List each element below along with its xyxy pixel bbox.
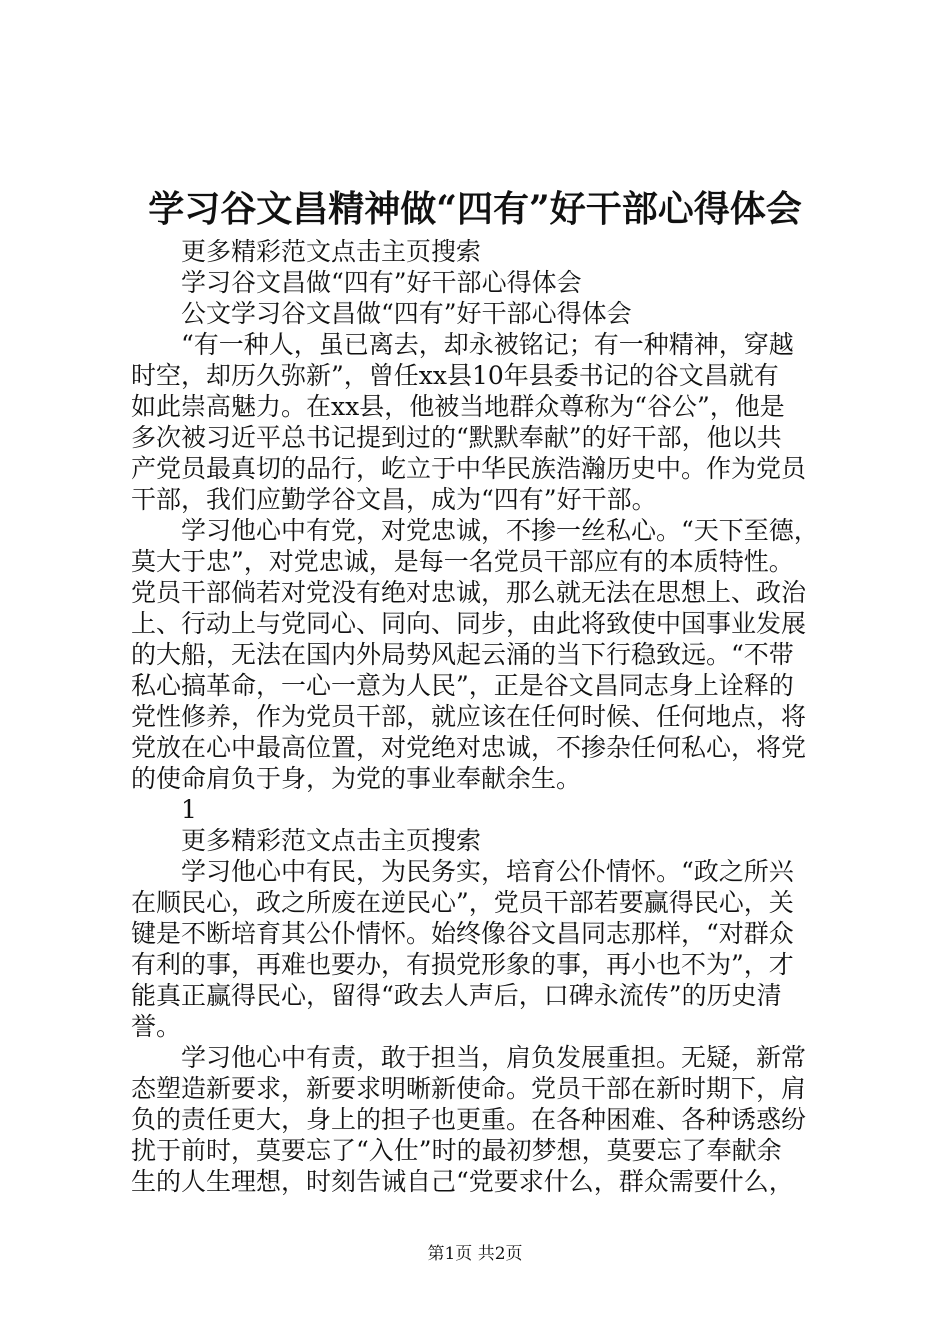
paragraph-line: 负的责任更大，身上的担子也更重。在各种困难、各种诱惑纷 xyxy=(131,1105,807,1134)
intro-line: 更多精彩范文点击主页搜索 xyxy=(181,237,482,266)
paragraph-line: 党放在心中最高位置，对党绝对忠诚，不掺杂任何私心，将党 xyxy=(131,733,807,762)
paragraph-line: 干部，我们应勤学谷文昌，成为“四有”好干部。 xyxy=(131,485,657,514)
paragraph-line: 生的人生理想，时刻告诫自己“党要求什么，群众需要什么， xyxy=(131,1167,794,1196)
paragraph-line: 如此崇高魅力。在xx县，他被当地群众尊称为“谷公”，他是 xyxy=(131,392,785,421)
paragraph-line: “有一种人，虽已离去，却永被铭记；有一种精神，穿越 xyxy=(181,330,794,359)
page-footer: 第1页 共2页 xyxy=(427,1244,523,1264)
intro-line: 学习谷文昌做“四有”好干部心得体会 xyxy=(181,268,582,297)
paragraph-line: 的使命肩负于身，为党的事业奉献余生。 xyxy=(131,764,582,793)
document-title: 学习谷文昌精神做“四有”好干部心得体会 xyxy=(148,188,802,230)
paragraph-line: 上、行动上与党同心、同向、同步，由此将致使中国事业发展 xyxy=(131,609,807,638)
paragraph-line: 扰于前时，莫要忘了“入仕”时的最初梦想，莫要忘了奉献余 xyxy=(131,1136,782,1165)
paragraph-line: 誉。 xyxy=(131,1012,182,1041)
paragraph-line: 私心搞革命，一心一意为人民”，正是谷文昌同志身上诠释的 xyxy=(131,671,794,700)
paragraph-line: 莫大于忠”，对党忠诚，是每一名党员干部应有的本质特性。 xyxy=(131,547,794,576)
paragraph-line: 能真正赢得民心，留得“政去人声后，口碑永流传”的历史清 xyxy=(131,981,782,1010)
paragraph-line: 键是不断培育其公仆情怀。始终像谷文昌同志那样，“对群众 xyxy=(131,919,794,948)
paragraph xyxy=(131,856,831,1042)
page-marker: 1 xyxy=(181,795,197,824)
intro-line: 公文学习谷文昌做“四有”好干部心得体会 xyxy=(181,299,632,328)
paragraph-line: 态塑造新要求，新要求明晰新使命。党员干部在新时期下，肩 xyxy=(131,1074,807,1103)
paragraph-line: 在顺民心，政之所废在逆民心”，党员干部若要赢得民心，关 xyxy=(131,888,794,917)
paragraph-line: 时空，却历久弥新”，曾任xx县10年县委书记的谷文昌就有 xyxy=(131,361,779,390)
paragraph-line: 学习他心中有民，为民务实，培育公仆情怀。“政之所兴 xyxy=(181,857,794,886)
document-body xyxy=(131,236,831,1197)
paragraph-line: 党员干部倘若对党没有绝对忠诚，那么就无法在思想上、政治 xyxy=(131,578,807,607)
paragraph-line: 有利的事，再难也要办，有损党形象的事，再小也不为”，才 xyxy=(131,950,794,979)
paragraph-line: 党性修养，作为党员干部，就应该在任何时候、任何地点，将 xyxy=(131,702,807,731)
repeat-line: 更多精彩范文点击主页搜索 xyxy=(181,826,482,855)
paragraph-line: 学习他心中有党，对党忠诚，不掺一丝私心。“天下至德， xyxy=(181,516,819,545)
paragraph-line: 学习他心中有责，敢于担当，肩负发展重担。无疑，新常 xyxy=(181,1043,807,1072)
paragraph xyxy=(131,515,831,794)
paragraph-line: 的大船，无法在国内外局势风起云涌的当下行稳致远。“不带 xyxy=(131,640,794,669)
paragraph-line: 多次被习近平总书记提到过的“默默奉献”的好干部，他以共 xyxy=(131,423,782,452)
paragraph xyxy=(131,329,831,515)
paragraph xyxy=(131,1042,831,1197)
paragraph-line: 产党员最真切的品行，屹立于中华民族浩瀚历史中。作为党员 xyxy=(131,454,807,483)
